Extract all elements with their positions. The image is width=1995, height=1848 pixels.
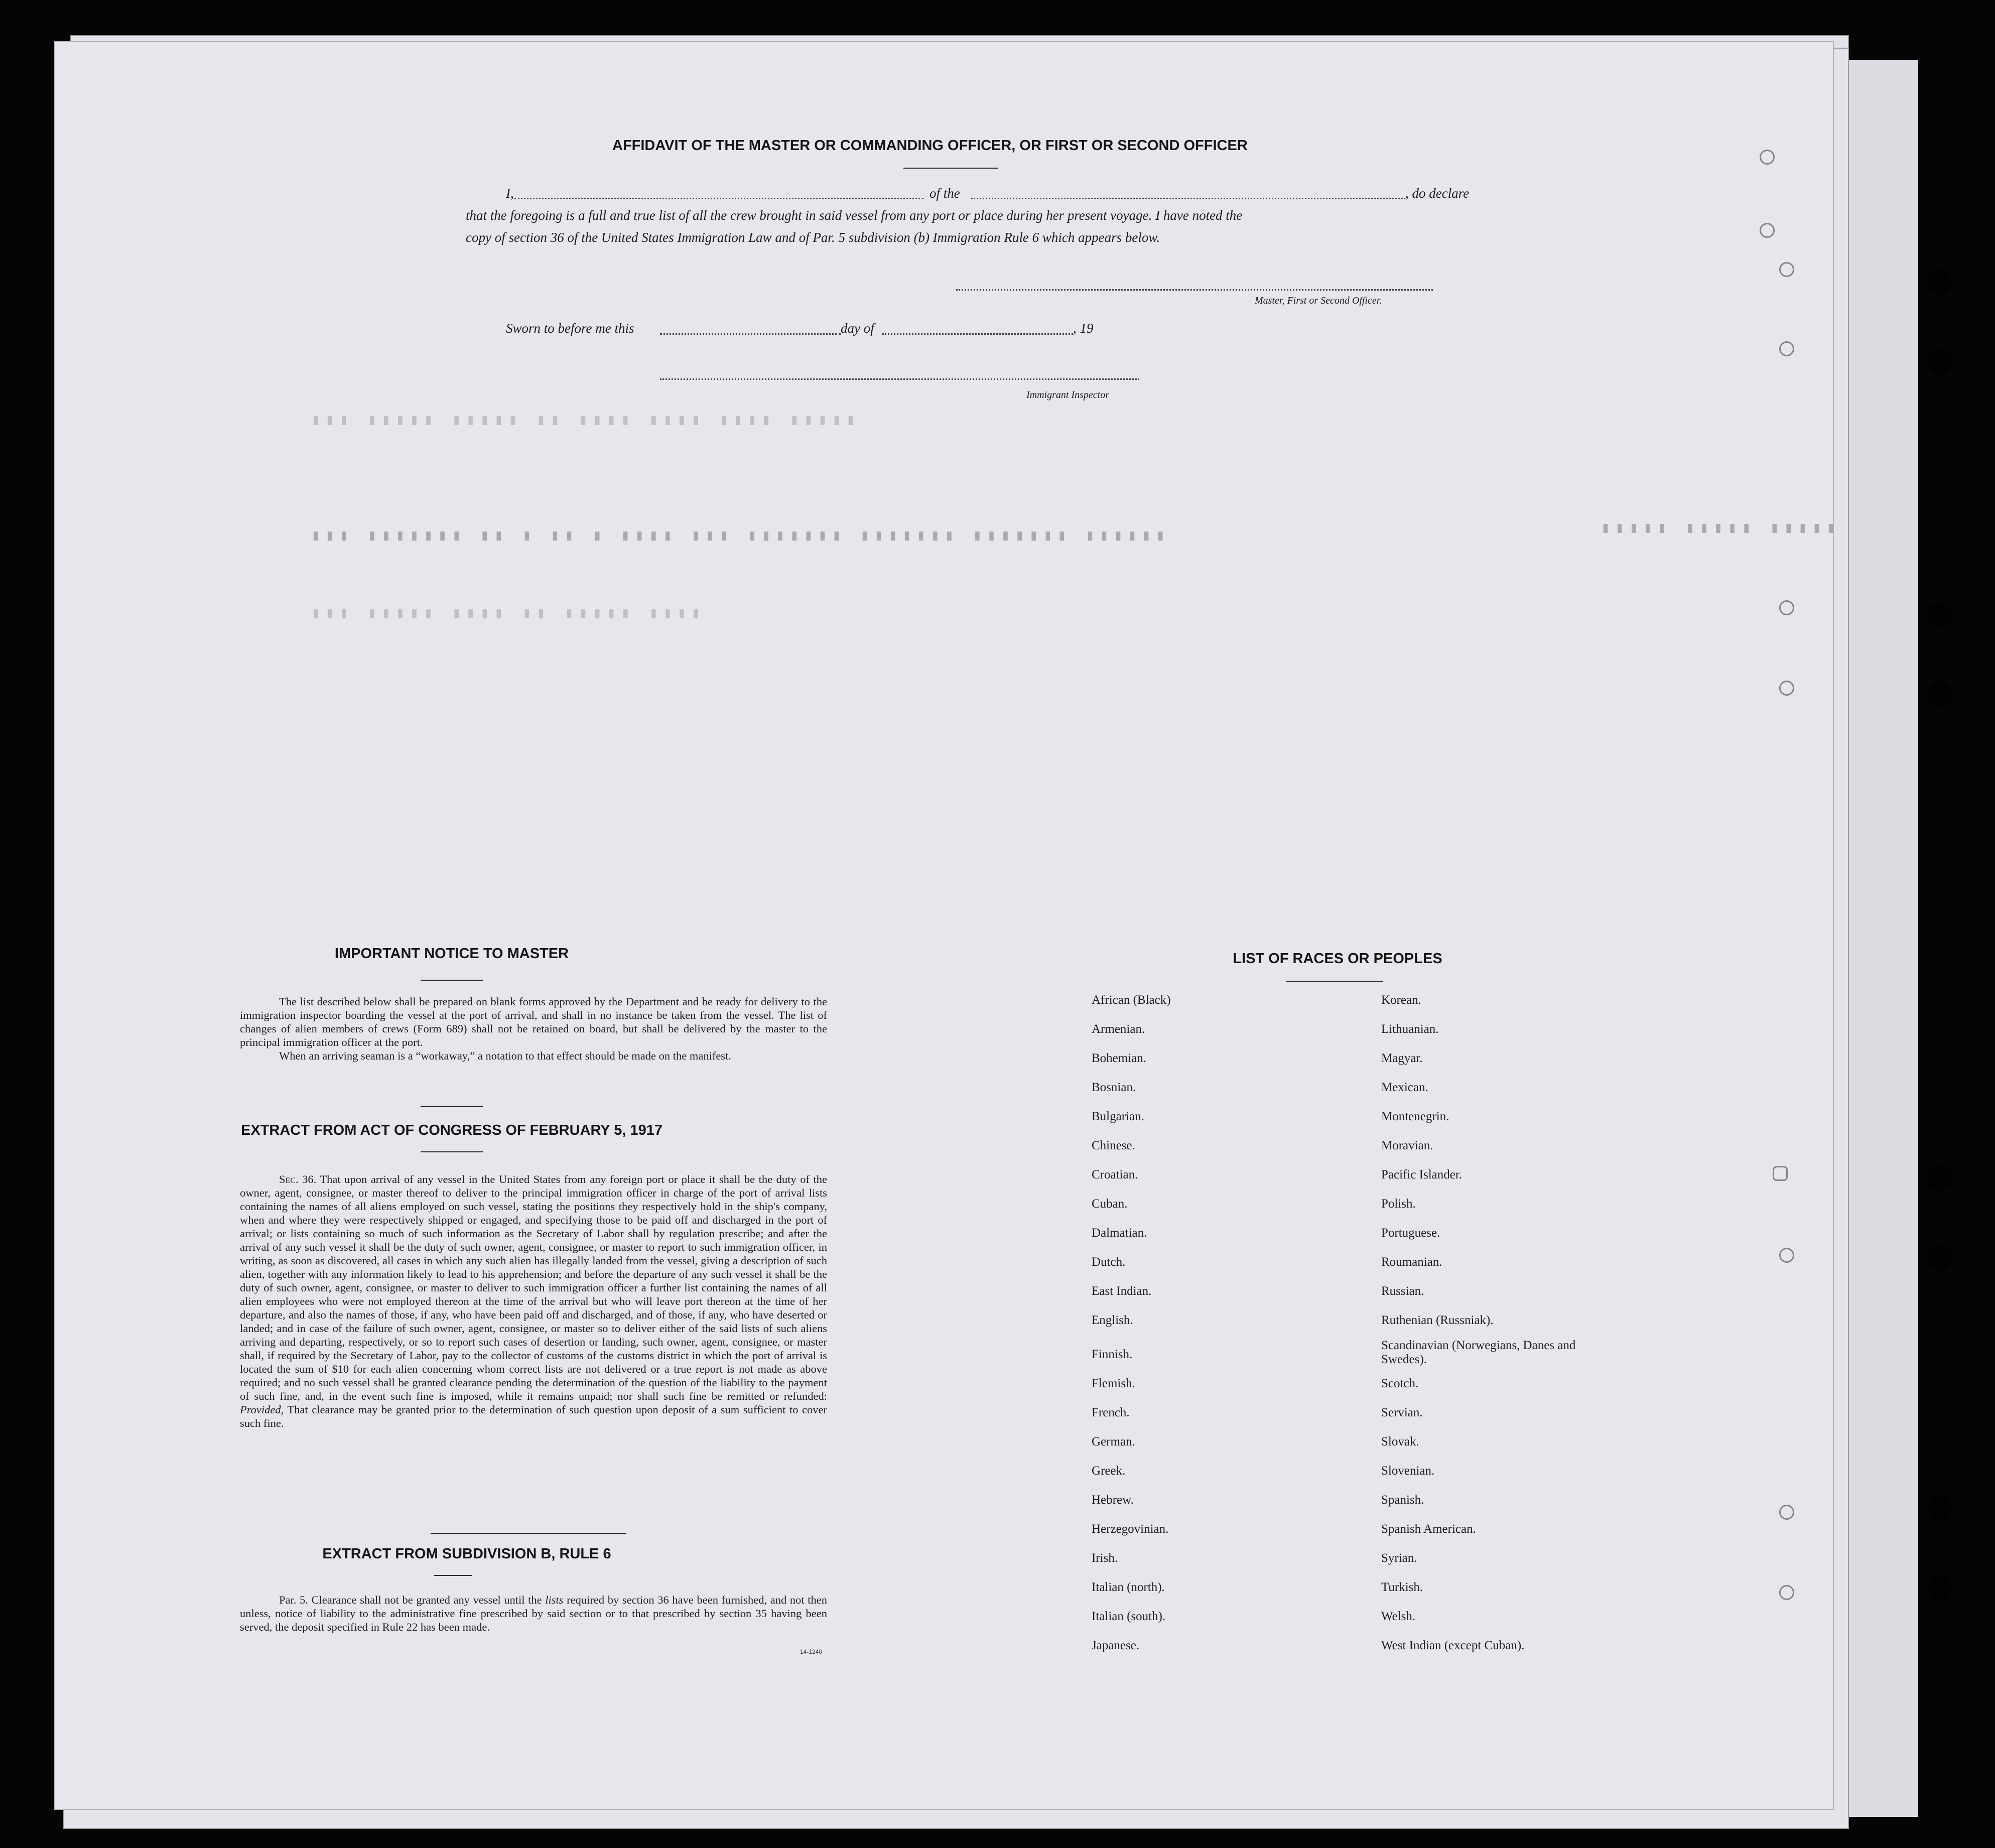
race-item: Scotch. [1381,1377,1419,1390]
race-item: Slovak. [1381,1435,1419,1448]
reinforcement-ring [1779,600,1794,615]
affidavit-of-the: of the [929,186,960,201]
race-item: Dalmatian. [1092,1226,1147,1240]
race-item: Montenegrin. [1381,1110,1449,1123]
divider [1286,981,1383,982]
section-label: Sec. 36. [279,1173,317,1185]
punch-hole [1927,1246,1952,1271]
punch-hole [1927,602,1952,627]
affidavit-line-2: that the foregoing is a full and true list of all the crew brought in said vessel from any port or place during her present voyage. I have noted the [466,208,1243,223]
reinforcement-ring [1760,150,1775,165]
race-item: Spanish American. [1381,1522,1476,1536]
form-number: 14-1240 [800,1648,823,1655]
race-item: Flemish. [1092,1377,1135,1390]
race-item: Hebrew. [1092,1493,1134,1507]
race-item: Welsh. [1381,1610,1416,1623]
race-item: French. [1092,1406,1130,1419]
race-item: African (Black) [1092,993,1171,1007]
race-item: Greek. [1092,1464,1126,1478]
reinforcement-ring [1779,1248,1794,1263]
section-36-text-end: That clearance may be granted prior to the determination of such question upon deposit of a sum sufficient to cover such fine. [240,1403,828,1429]
race-item: Bosnian. [1092,1081,1136,1094]
rule-extract-title: EXTRACT FROM SUBDIVISION B, RULE 6 [322,1546,611,1562]
vessel-blank [971,198,1405,199]
reinforcement-ring [1779,1505,1794,1520]
affidavit-declare: , do declare [1405,186,1470,201]
race-item: Syrian. [1381,1551,1417,1565]
divider [431,1533,626,1534]
reinforcement-ring [1779,341,1794,356]
bleed-through-text: ▮▮▮ ▮▮▮▮▮ ▮▮▮▮ ▮▮ ▮▮▮▮▮ ▮▮▮▮ [311,606,706,623]
punch-hole [1927,1496,1952,1521]
affidavit-i: I, [506,186,514,201]
section-36-text: That upon arrival of any vessel in the United States from any foreign port or place it shall be the duty of the owner, agent, consignee, or master thereof to deliver to the principal immigration officer in charge of the port of arrival lists containing the names of all aliens employed on such vessel, stating the positions they respectively hold in the ship's company, when and where they were respectively shipped or engaged, and specifying those to be paid off and discharged in the port of arrival; or lists containing so much of such information as the Secretary of Labor shall by regulation prescribe; and after the arrival of any such vessel it shall be the duty of such owner, agent, consignee, or master to report to such immigration officer, in writing, as soon as discovered, all cases in which any such alien has illegally landed from the vessel, giving a description of such alien, together with any information likely to lead to his apprehension; and before the departure of any such vessel it shall be the duty of such owner, agent, consignee, or master to deliver to such immigration officer a further list containing the names of all alien employees who were not employed thereon at the time of the arrival but who will leave port thereon at the time of her departure, and also the names of those, if any, who have been paid off and discharged, and of those, if any, who have deserted or landed; and in case of the failure of such owner, agent, consignee, or master so to deliver either of the said lists of such aliens arriving and departing, respectively, or so to report such cases of desertion or landing, such owner, agent, consignee, or master shall, if required by the Secretary of Labor, pay to the collector of customs of the customs district in which the port of arrival is located the sum of $10 for each alien concerning whom correct lists are not delivered or a true report is not made as above required; and no such vessel shall be granted clearance pending the determination of the question of the liability to the payment of such fine, and, in the event such fine is imposed, while it remains unpaid; nor shall such fine be remitted or refunded: [240,1173,827,1402]
sworn-month-blank [882,333,1073,335]
rule-text: Par. 5. Clearance shall not be granted any vessel until the [279,1594,542,1606]
race-item: Polish. [1381,1197,1416,1211]
race-item: Korean. [1381,993,1421,1007]
race-item: Pacific Islander. [1381,1168,1462,1181]
race-item: Finnish. [1092,1348,1133,1361]
notice-title: IMPORTANT NOTICE TO MASTER [334,946,569,962]
divider [421,980,483,981]
reinforcement-ring [1779,1585,1794,1600]
sworn-day-blank [660,333,841,335]
race-item: Irish. [1092,1551,1118,1565]
master-signature-label: Master, First or Second Officer. [1255,295,1382,306]
bleed-through-text: ▮▮▮▮▮ ▮▮▮▮▮ ▮▮▮▮▮ [1601,520,1840,538]
divider [421,1151,483,1152]
race-item: Mexican. [1381,1081,1428,1094]
race-item: Herzegovinian. [1092,1522,1169,1536]
race-item: Portuguese. [1381,1226,1440,1240]
race-item: Italian (south). [1092,1610,1166,1623]
race-item: Servian. [1381,1406,1423,1419]
name-blank [514,198,923,199]
race-item: Slovenian. [1381,1464,1435,1478]
reinforcement-ring [1779,681,1794,696]
sworn-text: Sworn to before me this [506,321,634,336]
race-item: Spanish. [1381,1493,1424,1507]
race-item: Russian. [1381,1284,1424,1298]
race-item: Roumanian. [1381,1255,1442,1269]
notice-body [240,995,827,1063]
race-item: Lithuanian. [1381,1022,1439,1036]
race-item: Moravian. [1381,1139,1433,1152]
race-item: German. [1092,1435,1135,1448]
race-item: Turkish. [1381,1580,1423,1594]
race-item: Japanese. [1092,1639,1140,1652]
act-extract-title: EXTRACT FROM ACT OF CONGRESS OF FEBRUARY 5, 1917 [240,1122,663,1138]
races-title: LIST OF RACES OR PEOPLES [1233,951,1442,967]
provided-word: Provided, [240,1403,284,1416]
affidavit-title: AFFIDAVIT OF THE MASTER OR COMMANDING OFFICER, OR FIRST OR SECOND OFFICER [612,138,1248,154]
lists-word: lists [545,1594,564,1606]
punch-hole [1927,350,1952,375]
bleed-through-text: ▮▮▮ ▮▮▮▮▮▮▮ ▮▮ ▮ ▮▮ ▮ ▮▮▮▮ ▮▮▮ ▮▮▮▮▮▮▮ ▮▮▮▮▮▮▮ ▮▮▮▮▮▮▮ ▮▮▮▮▮▮ [311,528,1170,545]
race-item: Italian (north). [1092,1580,1165,1594]
punch-hole [1927,1165,1952,1191]
notice-paragraph-2: When an arriving seaman is a “workaway,” a notation to that effect should be made on the manifest. [279,1049,731,1062]
divider [434,1575,472,1576]
inspector-signature-line [660,378,1139,380]
punch-hole [1927,1575,1952,1601]
race-item: Ruthenian (Russniak). [1381,1313,1494,1327]
affidavit-line-3: copy of section 36 of the United States Immigration Law and of Par. 5 subdivision (b) Immigration Rule 6 which appears below. [466,230,1160,245]
race-item: Cuban. [1092,1197,1128,1211]
notice-paragraph-1: The list described below shall be prepared on blank forms approved by the Department and be ready for delivery to the immigration inspector boarding the vessel at the port of arrival, and shall in no instance be taken from the vessel. The list of changes of alien members of crews (Form 689) shall not be retained on board, but shall be delivered by the master to the principal immigration officer at the port. [240,995,827,1048]
master-signature-line [956,289,1433,291]
race-item: Armenian. [1092,1022,1145,1036]
race-item: East Indian. [1092,1284,1152,1298]
sworn-year: , 19 [1073,321,1094,336]
race-item: Bulgarian. [1092,1110,1144,1123]
race-item: Scandinavian (Norwegians, Danes and Swedes). [1381,1339,1576,1366]
race-item: Bohemian. [1092,1051,1147,1065]
race-item: Dutch. [1092,1255,1126,1269]
reinforcement-ring [1779,262,1794,277]
race-item: Croatian. [1092,1168,1138,1181]
divider [421,1106,483,1107]
punch-hole [1927,270,1952,295]
bleed-through-text: ▮▮▮ ▮▮▮▮▮ ▮▮▮▮▮ ▮▮ ▮▮▮▮ ▮▮▮▮ ▮▮▮▮ ▮▮▮▮▮ [311,413,860,430]
sworn-day-of: day of [841,321,874,336]
punch-hole [1927,681,1952,706]
reinforcement-ring [1760,223,1775,238]
rule-extract-body [240,1593,827,1634]
act-extract-body [240,1172,827,1430]
divider [903,168,998,169]
document-page [54,41,1840,1810]
reinforcement-ring [1773,1166,1788,1181]
race-item: English. [1092,1313,1133,1327]
rule-text-end: required by section 36 have been furnished, and not then unless, notice of liability to the administrative fine prescribed by said section or to that prescribed by section 35 having been served, the deposit specified in Rule 22 has been made. [240,1594,828,1633]
race-item: Chinese. [1092,1139,1135,1152]
race-item: Magyar. [1381,1051,1423,1065]
inspector-label: Immigrant Inspector [1026,389,1109,401]
race-item: West Indian (except Cuban). [1381,1639,1525,1652]
